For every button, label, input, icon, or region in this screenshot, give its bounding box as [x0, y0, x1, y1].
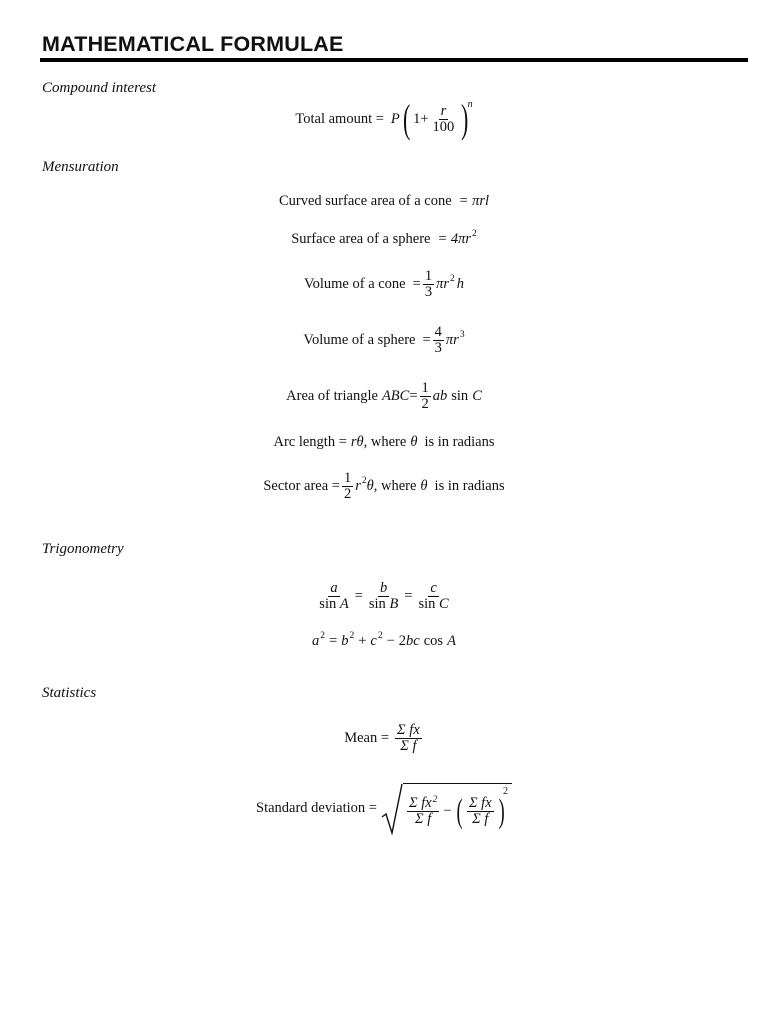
- cone-curved-rhs: = πrl: [458, 192, 490, 209]
- sector-theta: θ: [366, 477, 374, 494]
- numerator-exp: 2: [432, 795, 438, 806]
- sphere-surface-rhs: = 4πr: [437, 230, 472, 247]
- arc-rtheta: rθ: [350, 433, 364, 450]
- cos-two: 2: [398, 632, 407, 649]
- sine-rule-c-fraction: [416, 581, 450, 612]
- cos-a: a: [312, 632, 320, 649]
- fraction-denominator: 3: [434, 339, 442, 356]
- open-paren: (: [456, 792, 463, 830]
- std-dev-fraction-2: [467, 796, 494, 827]
- close-paren: ): [461, 96, 469, 141]
- cos-minus: −: [386, 632, 395, 649]
- sphere-surface-label: Surface area of a sphere: [291, 230, 431, 247]
- cone-curved-label: Curved surface area of a cone: [278, 192, 452, 209]
- rate-denominator: 100: [432, 118, 455, 135]
- cone-volume-rhs: πr: [436, 275, 449, 292]
- std-dev-fraction-1: [407, 796, 439, 827]
- arc-length-label: Arc length =: [273, 433, 347, 450]
- formula-triangle-area: [0, 378, 768, 414]
- sin-a-label: sin: [319, 595, 337, 612]
- sphere-volume-eq: =: [422, 331, 431, 348]
- std-dev-outer-exp: 2: [502, 786, 508, 797]
- fraction-numerator: Σ fx: [468, 795, 492, 811]
- triangle-fraction: [420, 381, 431, 412]
- formula-arc-length: [0, 431, 768, 453]
- sine-rule-a-fraction: [317, 581, 350, 612]
- formula-standard-deviation: [0, 778, 768, 838]
- sphere-volume-rhs: πr: [445, 331, 459, 348]
- fraction-numerator: Σ fx: [397, 721, 420, 738]
- fraction-denominator: 3: [424, 283, 433, 300]
- sector-tail: is in radians: [434, 477, 505, 494]
- cone-volume-eq: =: [412, 275, 421, 292]
- total-amount-label: Total amount =: [295, 110, 384, 127]
- sine-rule-b-fraction: [367, 581, 400, 612]
- rate-numerator: r: [440, 102, 447, 119]
- cos-eq: =: [329, 632, 338, 649]
- formula-cone-curved-area: [0, 190, 768, 212]
- radicand: [403, 783, 512, 835]
- principal-symbol: P: [390, 110, 400, 127]
- open-paren: (: [402, 96, 411, 141]
- fraction-denominator: 2: [343, 485, 352, 502]
- cos-c: c: [370, 632, 377, 649]
- radical-sign-icon: [381, 781, 403, 835]
- formula-total-amount: [0, 96, 768, 142]
- sphere-volume-label: Volume of a sphere: [303, 331, 416, 348]
- formula-sector-area: Sector area = $\frac{1}{2}$ r $^2$ θ , where θ is in radians: [263, 469, 505, 502]
- cone-volume-fraction: [423, 269, 434, 300]
- fraction-numerator: c: [430, 579, 437, 596]
- sector-theta2: θ: [420, 477, 428, 494]
- sin-b-label: sin: [368, 595, 386, 612]
- fraction-denominator: 2: [421, 395, 429, 412]
- fraction-numerator: 4: [434, 323, 442, 340]
- sine-rule-eq-1: =: [354, 587, 363, 604]
- cone-volume-h: h: [456, 275, 464, 292]
- sine-rule-eq-2: =: [404, 587, 413, 604]
- section-compound-interest: Compound interest: [42, 80, 157, 96]
- fraction-denominator: Σ f: [472, 811, 489, 827]
- arc-theta: θ: [410, 433, 418, 450]
- triangle-sin: sin: [451, 387, 469, 404]
- sector-r: r: [355, 477, 361, 494]
- sector-where: , where: [373, 477, 417, 494]
- fraction-numerator: b: [379, 579, 388, 596]
- sector-fraction: [342, 471, 353, 502]
- fraction-denominator: Σ f: [400, 737, 417, 754]
- one: 1: [413, 110, 421, 127]
- std-dev-minus: −: [443, 803, 452, 819]
- cos-angle-a: A: [447, 632, 456, 649]
- formula-cone-volume: Volume of a cone = $\frac{1}{3}$ πr $^2$ h: [304, 267, 464, 300]
- rate-fraction: [431, 104, 457, 135]
- sphere-volume-fraction: [433, 325, 444, 356]
- sector-area-label: Sector area =: [263, 477, 340, 494]
- angle-c: C: [439, 595, 449, 612]
- plus: +: [420, 110, 429, 127]
- section-mensuration: Mensuration: [42, 159, 119, 175]
- formula-mean: [0, 718, 768, 758]
- arc-tail: is in radians: [424, 433, 495, 450]
- cone-volume-label: Volume of a cone: [304, 275, 406, 292]
- triangle-eq: =: [409, 387, 418, 404]
- exponent-n: n: [467, 99, 473, 110]
- fraction-denominator: Σ f: [415, 811, 432, 827]
- section-trigonometry: Trigonometry: [42, 541, 124, 557]
- arc-where: , where: [363, 433, 407, 450]
- cos-bc: bc: [406, 632, 420, 649]
- formula-sine-rule: [0, 578, 768, 614]
- triangle-abc: ABC: [381, 387, 410, 404]
- mean-fraction: [395, 723, 422, 754]
- fraction-numerator: a: [330, 579, 338, 596]
- formula-sphere-surface: Surface area of a sphere = 4πr $^2$: [291, 229, 477, 247]
- page-title: MATHEMATICAL FORMULAE: [42, 32, 344, 56]
- triangle-ab: ab: [432, 387, 448, 404]
- square-root: [381, 781, 512, 835]
- mean-label: Mean =: [344, 729, 390, 746]
- std-dev-label: Standard deviation =: [256, 799, 377, 816]
- fraction-numerator: 1: [424, 267, 433, 284]
- angle-a: A: [339, 595, 349, 612]
- fraction-numerator: 1: [421, 379, 429, 396]
- section-statistics: Statistics: [42, 685, 97, 701]
- angle-b: B: [389, 595, 399, 612]
- formula-sphere-volume: Volume of a sphere = $\frac{4}{3}$ πr $^3$: [303, 323, 465, 356]
- triangle-area-label: Area of triangle: [286, 387, 378, 404]
- sin-c-label: sin: [418, 595, 436, 612]
- cos-label: cos: [423, 632, 444, 649]
- formula-cosine-rule: a $^2$ = b $^2$ + c $^2$ − 2 bc cos A: [312, 631, 456, 649]
- cos-b: b: [341, 632, 349, 649]
- fraction-numerator: 1: [343, 469, 352, 486]
- close-paren: ): [498, 792, 505, 830]
- cos-plus: +: [358, 632, 367, 649]
- title-rule: [40, 58, 748, 62]
- triangle-c: C: [472, 387, 482, 404]
- fraction-numerator: Σ fx: [408, 795, 432, 811]
